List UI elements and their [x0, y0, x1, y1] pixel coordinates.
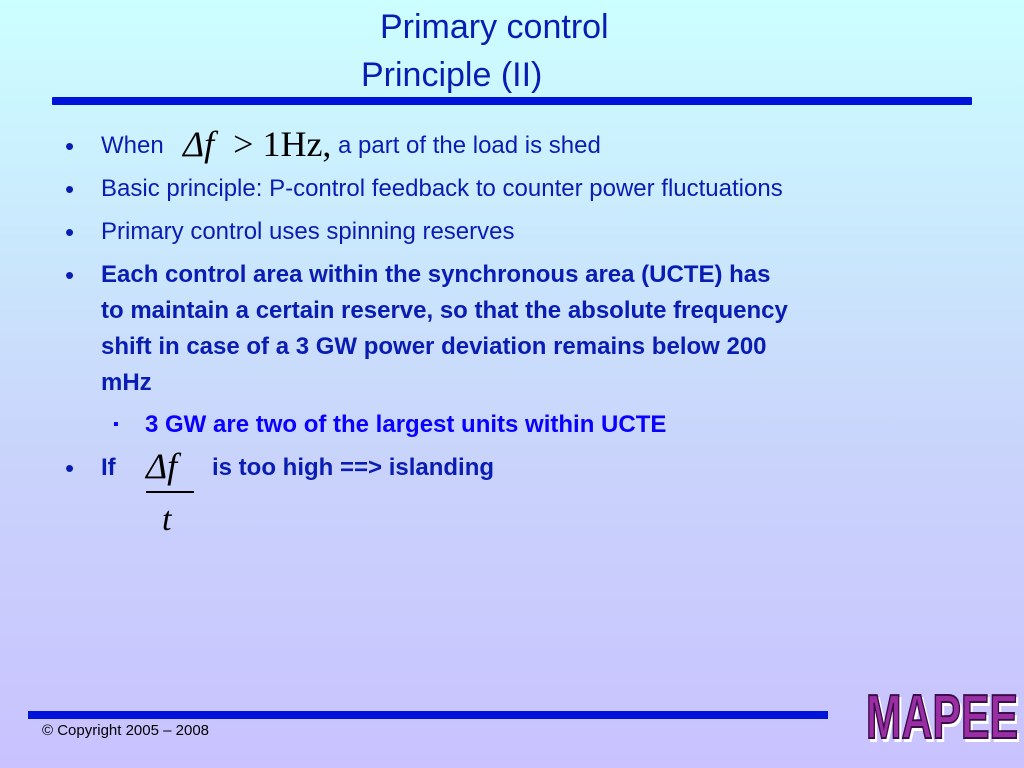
bullet-icon: •	[65, 453, 75, 483]
sub-bullet-text: 3 GW are two of the largest units within UCTE	[145, 411, 667, 438]
copyright-notice: © Copyright 2005 – 2008	[42, 722, 209, 739]
formula-delta-f-gt-1hz	[183, 124, 331, 164]
formula-relation: > 1Hz,	[233, 124, 332, 164]
bullet-item-spinning-reserves	[65, 215, 515, 249]
footer-divider	[28, 711, 828, 719]
bullet-2-text: Basic principle: P-control feedback to counter power fluctuations	[101, 175, 783, 202]
bullet-icon: •	[65, 174, 75, 204]
bullet-1-suffix: a part of the load is shed	[338, 132, 601, 159]
fraction-bar	[146, 491, 194, 493]
bullet-item-basic-principle	[65, 172, 783, 206]
bullet-4-line-1: Each control area within the synchronous area (UCTE) has	[101, 261, 771, 288]
bullet-5-suffix: is too high ==> islanding	[212, 454, 495, 481]
bullet-icon: •	[65, 260, 75, 290]
bullet-4-line-2: to maintain a certain reserve, so that the absolute frequency	[101, 297, 788, 324]
bullet-4-line-4: mHz	[101, 369, 152, 396]
bullet-icon: •	[65, 217, 75, 247]
logo-text: MAPEE	[866, 683, 1018, 746]
bullet-icon: •	[65, 131, 75, 161]
sub-bullet-largest-units	[113, 408, 667, 442]
mapee-logo	[862, 676, 1022, 746]
title-divider	[52, 97, 972, 105]
formula-delta-f: Δf	[183, 124, 215, 164]
title-line-2: Principle (II)	[361, 56, 543, 94]
bullet-5-prefix: If	[101, 454, 116, 481]
bullet-item-load-shed	[65, 129, 164, 163]
fraction-numerator: Δf	[146, 446, 178, 486]
fraction-denominator: t	[162, 501, 172, 538]
square-bullet-icon: ▪	[113, 416, 119, 433]
bullet-item-control-area	[65, 258, 771, 292]
bullet-4-line-3: shift in case of a 3 GW power deviation remains below 200	[101, 333, 767, 360]
bullet-3-text: Primary control uses spinning reserves	[101, 218, 515, 245]
bullet-1-prefix: When	[101, 132, 164, 159]
title-line-1: Primary control	[380, 8, 609, 46]
bullet-item-islanding	[65, 451, 116, 485]
